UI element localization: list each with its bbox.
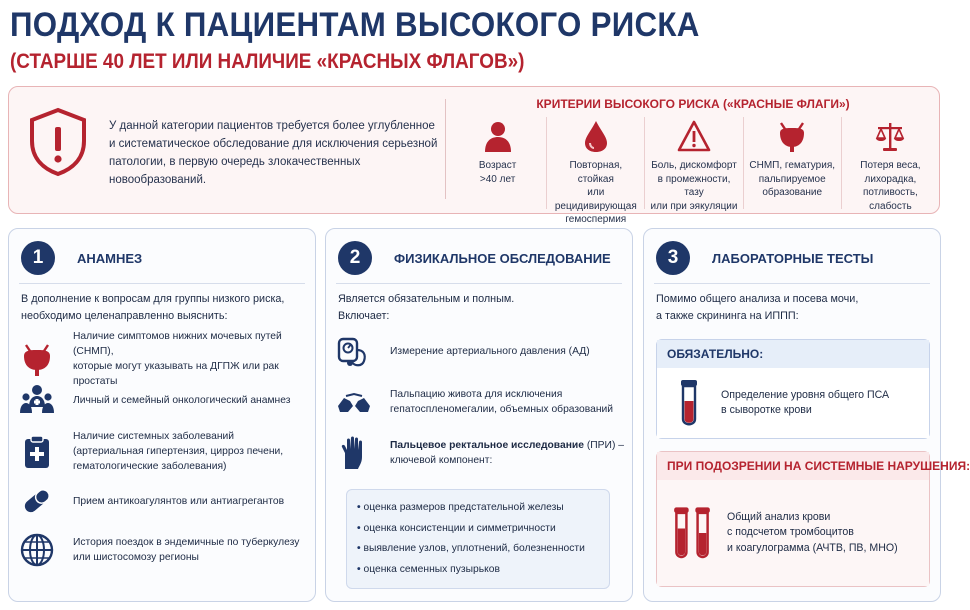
intro-line: а также скрининга на ИППП: xyxy=(656,310,799,322)
divider xyxy=(19,283,305,284)
bladder-icon xyxy=(19,341,55,377)
risk-panel xyxy=(8,86,940,225)
scales-icon xyxy=(873,119,907,153)
page-title: ПОДХОД К ПАЦИЕНТАМ ВЫСОКОГО РИСКА xyxy=(10,6,700,44)
bullet-item: • оценка семенных пузырьков xyxy=(357,560,599,581)
item-line: которые могут указывать на ДГПЖ или рак простаты xyxy=(73,361,279,387)
criterion-label: Потеря веса, лихорадка, xyxy=(860,160,921,185)
intro-line: Является обязательным и полным. xyxy=(338,293,515,305)
item-line: Наличие системных заболеваний xyxy=(73,431,235,442)
criterion-label: >40 лет xyxy=(479,173,516,185)
globe-icon xyxy=(19,532,55,568)
criterion-label: СНМП, гематурия, xyxy=(749,160,836,171)
anamnesis-item-oncology xyxy=(19,382,290,418)
criterion-label: гемоспермия xyxy=(565,214,627,225)
section-title: ЛАБОРАТОРНЫЕ ТЕСТЫ xyxy=(712,250,874,266)
bullet-item: • оценка консистенции и симметричности xyxy=(357,519,599,540)
divider xyxy=(445,99,446,199)
risk-intro-line: У данной категории пациентов требуется более углубленное xyxy=(109,120,435,132)
clipboard-medical-icon xyxy=(19,434,55,470)
risk-intro xyxy=(109,117,439,189)
blood-drop-icon xyxy=(579,119,613,153)
item-line: Пальпацию живота для исключения xyxy=(390,389,563,400)
step-number: 3 xyxy=(656,241,690,275)
dre-suffix: (ПРИ) – xyxy=(583,440,624,451)
physical-item-palpation xyxy=(336,384,613,420)
criterion-age xyxy=(449,117,547,209)
criterion-label: или при эякуляции xyxy=(650,200,738,212)
mandatory-line: в сыворотке крови xyxy=(721,404,812,416)
anamnesis-item-anticoagulants xyxy=(19,483,284,519)
physical-item-dre xyxy=(336,435,624,471)
suspicion-line: Общий анализ крови xyxy=(727,510,831,523)
intro-line: Помимо общего анализа и посева мочи, xyxy=(656,293,859,305)
hands-icon xyxy=(336,384,372,420)
warning-triangle-icon xyxy=(677,119,711,153)
mandatory-box xyxy=(656,339,930,439)
mandatory-title: ОБЯЗАТЕЛЬНО: xyxy=(657,340,929,368)
criteria-title: КРИТЕРИИ ВЫСОКОГО РИСКА («КРАСНЫЕ ФЛАГИ») xyxy=(536,97,850,111)
dre-components-box xyxy=(346,489,610,589)
page-subtitle: (СТАРШЕ 40 ЛЕТ ИЛИ НАЛИЧИЕ «КРАСНЫХ ФЛАГОВ») xyxy=(10,50,525,73)
bullet-item: • выявление узлов, уплотнений, болезненности xyxy=(357,539,599,560)
section-title: ФИЗИКАЛЬНОЕ ОБСЛЕДОВАНИЕ xyxy=(394,250,611,266)
suspicion-line: и коагулограмма (АЧТВ, ПВ, МНО) xyxy=(727,541,898,554)
item-line: ключевой компонент: xyxy=(390,455,493,466)
lab-tests-card xyxy=(643,228,970,602)
criterion-label: Возраст xyxy=(478,160,517,171)
criterion-label: образование xyxy=(762,187,823,198)
divider xyxy=(336,283,622,284)
item-line: Прием антикоагулянтов или антиагрегантов xyxy=(73,495,285,507)
shield-warning-icon xyxy=(27,107,89,177)
bladder-icon xyxy=(775,119,809,153)
item-line: гепатоспленомегалии, объемных образований xyxy=(390,404,614,415)
criterion-label: или рецидивирующая xyxy=(554,187,637,212)
divider xyxy=(654,283,930,284)
test-tubes-icon xyxy=(669,504,715,562)
risk-intro-line: патологии, в первую очередь злокачественных новообразований. xyxy=(109,156,361,186)
item-line: (артериальная гипертензия, цирроз печени, xyxy=(73,446,284,457)
physical-exam-card xyxy=(325,228,633,602)
intro-line: Включает: xyxy=(338,310,390,322)
step-number: 1 xyxy=(21,241,55,275)
item-line: Наличие симптомов нижних мочевых путей (СНМП), xyxy=(73,331,282,357)
criterion-luts xyxy=(744,117,842,209)
step-number: 2 xyxy=(338,241,372,275)
anamnesis-item-systemic xyxy=(19,429,283,474)
dre-title: Пальцевое ректальное исследование xyxy=(390,440,584,451)
section-title: АНАМНЕЗ xyxy=(77,250,143,266)
mandatory-line: Определение уровня общего ПСА xyxy=(721,388,890,401)
family-icon xyxy=(19,382,55,418)
test-tube-icon xyxy=(669,377,709,429)
criterion-label: Повторная, стойкая xyxy=(569,160,623,185)
criteria-list xyxy=(449,117,939,225)
pill-icon xyxy=(19,483,55,519)
intro-line: В дополнение к вопросам для группы низкого риска, xyxy=(21,293,285,305)
glove-icon xyxy=(336,435,372,471)
criterion-label: потливость, слабость xyxy=(862,187,918,212)
item-line: или шистосомозу регионы xyxy=(73,552,199,563)
anamnesis-card xyxy=(8,228,316,602)
item-line: гематологические заболевания) xyxy=(73,461,227,472)
person-icon xyxy=(481,119,515,153)
anamnesis-item-travel xyxy=(19,532,299,568)
anamnesis-item-luts xyxy=(19,329,315,389)
section-intro xyxy=(338,291,623,325)
criterion-label: в промежности, тазу xyxy=(657,173,731,198)
bullet-item: • оценка размеров предстательной железы xyxy=(357,498,599,519)
blood-pressure-icon xyxy=(336,333,372,369)
section-intro xyxy=(21,291,306,325)
item-line: Личный и семейный онкологический анамнез xyxy=(73,394,291,406)
suspicion-box xyxy=(656,451,970,587)
suspicion-line: с подсчетом тромбоцитов xyxy=(727,526,854,539)
criterion-hemospermia xyxy=(547,117,645,225)
criterion-pain xyxy=(645,117,743,212)
physical-item-blood-pressure xyxy=(336,333,590,369)
criterion-weight-loss xyxy=(842,117,939,212)
suspicion-title: ПРИ ПОДОЗРЕНИИ НА СИСТЕМНЫЕ НАРУШЕНИЯ: xyxy=(657,452,929,480)
intro-line: необходимо целенаправленно выяснить: xyxy=(21,310,228,322)
criterion-label: Боль, дискомфорт xyxy=(651,160,737,171)
item-line: Измерение артериального давления (АД) xyxy=(390,345,590,357)
criterion-label: пальпируемое xyxy=(758,173,826,185)
section-intro xyxy=(656,291,941,325)
risk-intro-line: и систематическое обследование для исключения серьезной xyxy=(109,138,438,150)
item-line: История поездок в эндемичные по туберкулезу xyxy=(73,537,300,548)
